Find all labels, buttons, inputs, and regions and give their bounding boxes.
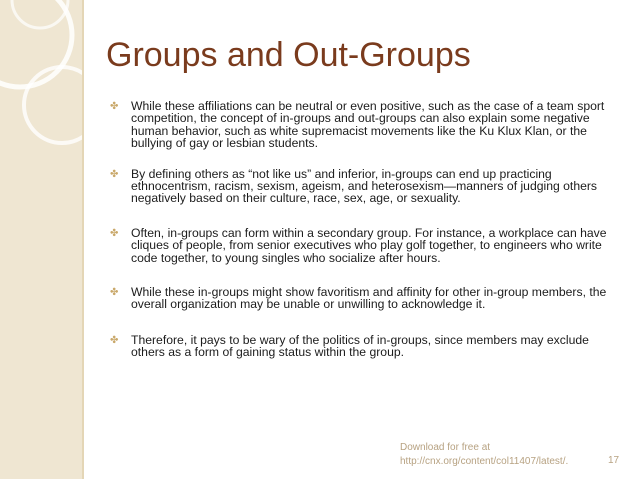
bullet-icon: ✤ <box>110 334 119 346</box>
bullet-item <box>110 334 615 359</box>
bullet-item <box>110 100 615 150</box>
download-link-line2: http://cnx.org/content/col11407/latest/. <box>400 456 569 467</box>
page-number: 17 <box>608 455 620 466</box>
download-link-line1: Download for free at <box>400 442 491 453</box>
bullet-icon: ✤ <box>110 287 119 299</box>
bullet-list <box>110 100 615 359</box>
slide-title: Groups and Out-Groups <box>106 36 471 74</box>
decorative-sidebar <box>0 0 82 479</box>
decorative-circles <box>0 0 82 479</box>
download-link[interactable] <box>400 441 568 469</box>
bullet-text: Often, in-groups can form within a secondary group. For instance, a workplace can have cliques of people, from senior executives who play golf together, to engineers who write code together, to young singles who socialize after hours. <box>131 225 607 265</box>
bullet-text: While these affiliations can be neutral or even positive, such as the case of a team sport competition, the concept of in-groups and out-groups can also explain some negative human behavior, such as white supremacist movements like the Ku Klux Klan, or the bullying of gay or lesbian students. <box>131 99 605 151</box>
bullet-icon: ✤ <box>110 168 119 180</box>
bullet-text: While these in-groups might show favoritism and affinity for other in-group members, the overall organization may be unable or unwilling to acknowledge it. <box>131 285 607 312</box>
bullet-item <box>110 168 615 205</box>
sidebar-divider <box>82 0 84 479</box>
bullet-item <box>110 286 615 311</box>
bullet-icon: ✤ <box>110 101 119 112</box>
bullet-text: Therefore, it pays to be wary of the politics of in-groups, since members may exclude others as a form of gaining status within the group. <box>131 332 589 360</box>
bullet-item <box>110 227 615 264</box>
bullet-icon: ✤ <box>110 227 119 239</box>
bullet-text: By defining others as “not like us” and inferior, in-groups can end up practicing ethnocentrism, racism, sexism, ageism, and heterosexism—manners of judging others negatively based on their culture, race, sex, age, or sexuality. <box>131 166 598 206</box>
